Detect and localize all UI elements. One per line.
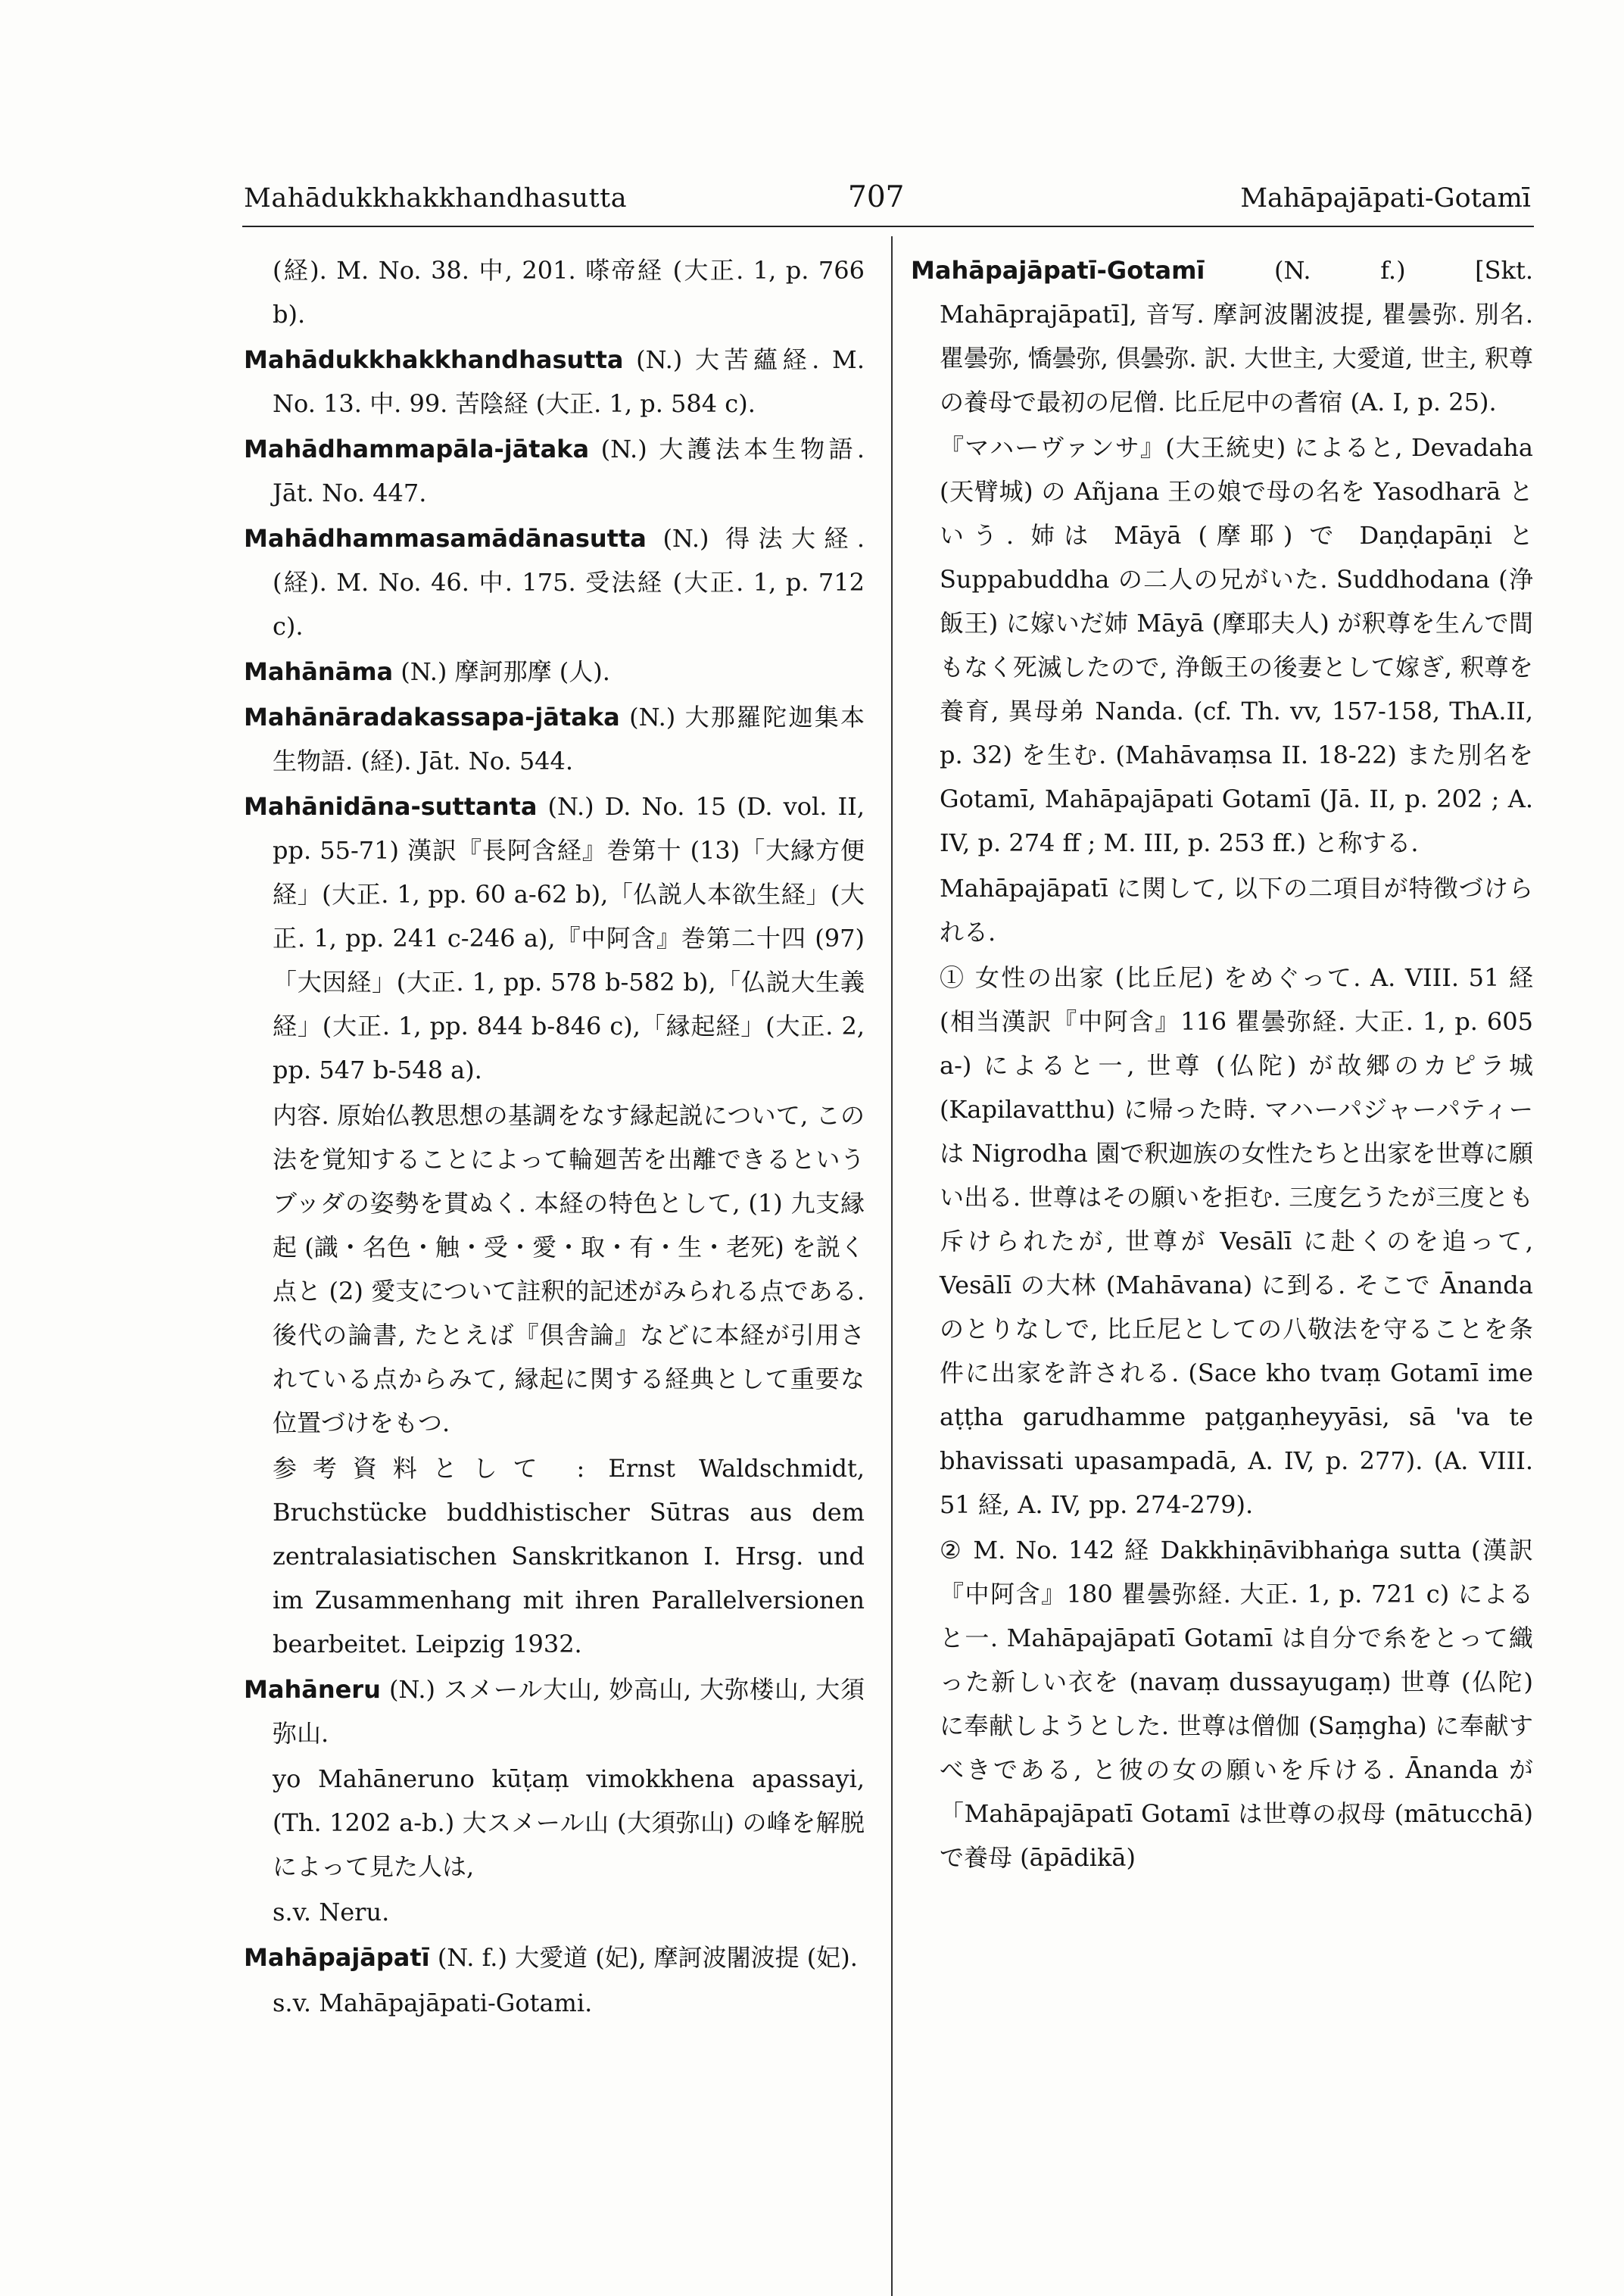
entry-paragraph: ② M. No. 142 経 Dakkhiṇāvibhaṅga sutta (漢訳『中阿含』180 瞿曇弥経. 大正. 1, p. 721 c) によると一. Mahāpajāpatī Gotamī は自分で糸をとって織った新しい衣を (navaṃ dussayugaṃ) 世尊 (仏陀) に奉献しようとした. 世尊は僧伽 (Saṃgha) に奉献すべきである, と彼の女の願いを斥ける. Ānanda が「Mahāpajāpatī Gotamī は世尊の叔母 (mātucchā) で養母 (āpādikā): [940, 1536, 1533, 1872]
left-column: [244, 248, 865, 2026]
entry-paragraph: 『マハーヴァンサ』(大王統史) によると, Devadaha (天臂城) の Añjana 王の娘で母の名を Yasodharā という. 姉は Māyā (摩耶) で Daṇḍapāṇi と Suppabuddha の二人の兄がいた. Suddhodana (浄飯王) に嫁いだ姉 Māyā (摩耶夫人) が釈尊を生んで間もなく死滅したので, 浄飯王の後妻として嫁ぎ, 釈尊を養育, 異母弟 Nanda. (cf. Th. vv, 157-158, ThA.II, p. 32) を生む. (Mahāvaṃsa II. 18-22) また別名を Gotamī, Mahāpajāpati Gotamī (Jā. II, p. 202 ; A. IV, p. 274 ff ; M. III, p. 253 ff.) と称する.: [940, 433, 1533, 857]
entry-paragraph: Mahāpajāpatī に関して, 以下の二項目が特徴づけられる.: [940, 874, 1533, 947]
entry-body: (N. f.) 大愛道 (妃), 摩訶波闍波提 (妃).: [429, 1943, 858, 1972]
dictionary-entry: [244, 1936, 865, 1979]
entry-body: (N. f.) [Skt. Mahāprajāpatī], 音写. 摩訶波闍波提, 瞿曇弥. 別名. 瞿曇弥, 憍曇弥, 倶曇弥. 訳. 大世主, 大愛道, 世主, 釈尊の養母で最初の尼僧. 比丘尼中の耆宿 (A. I, p. 25).: [940, 256, 1533, 416]
running-header: [244, 180, 1531, 226]
header-rule: [242, 226, 1534, 227]
cross-reference: s.v. Neru.: [273, 1898, 390, 1926]
entry-body: (N.) 得法大経. (経). M. No. 46. 中. 175. 受法経 (大正. 1, p. 712 c).: [273, 524, 865, 641]
entry-headword: Mahānāradakassapa-jātaka: [244, 703, 620, 732]
entry-headword: Mahādukkhakkhandhasutta: [244, 345, 624, 374]
entry-headword: Mahādhammapāla-jātaka: [244, 435, 590, 463]
entry-paragraph: 内容. 原始仏教思想の基調をなす縁起説について, この法を覚知することによって輪廻苦を出離できるというブッダの姿勢を貫ぬく. 本経の特色として, (1) 九支縁起 (識・名色・触・受・愛・取・有・生・老死) を説く点と (2) 愛支について註釈的記述がみられる点である. 後代の論書, たとえば『倶舎論』などに本経が引用されている点からみて, 縁起に関する経典として重要な位置づけをもつ.: [273, 1101, 865, 1437]
header-left-guide-word: Mahādukkhakkhandhasutta: [244, 183, 628, 214]
entry-headword: Mahādhammasamādānasutta: [244, 524, 647, 553]
column-divider: [891, 236, 893, 2296]
entry-body: (N.) 大護法本生物語. Jāt. No. 447.: [273, 435, 865, 507]
dictionary-entry: [244, 427, 865, 515]
entry-continuation: (経). M. No. 38. 中, 201. 嗏帝経 (大正. 1, p. 766 b).: [273, 256, 865, 329]
entry-body: (N.) D. No. 15 (D. vol. II, pp. 55-71) 漢訳『長阿含経』巻第十 (13)「大縁方便経」(大正. 1, pp. 60 a-62 b),「仏説人本欲生経」(大正. 1, pp. 241 c-246 a),『中阿含』巻第二十四 (97)「大因経」(大正. 1, pp. 578 b-582 b),「仏説大生義経」(大正. 1, pp. 844 b-846 c),「縁起経」(大正. 2, pp. 547 b-548 a).: [273, 792, 865, 1084]
cross-reference: s.v. Mahāpajāpati-Gotami.: [273, 1989, 593, 2017]
entry-paragraph: yo Mahāneruno kūṭaṃ vimokkhena apassayi, (Th. 1202 a-b.) 大スメール山 (大須弥山) の峰を解脱によって見た人は,: [273, 1764, 865, 1881]
entry-headword: Mahāpajāpatī-Gotamī: [911, 256, 1205, 285]
entry-body: (N.) 大苦蘊経. M. No. 13. 中. 99. 苦陰経 (大正. 1, p. 584 c).: [273, 345, 865, 418]
right-column: [911, 248, 1533, 1881]
entry-headword: Mahāneru: [244, 1675, 381, 1704]
dictionary-entry: [244, 1667, 865, 1755]
dictionary-entry: [244, 785, 865, 1092]
entry-headword: Mahāpajāpatī: [244, 1943, 430, 1972]
entry-body: (N.) スメール大山, 妙高山, 大弥楼山, 大須弥山.: [273, 1675, 865, 1748]
dictionary-entry: [911, 248, 1533, 424]
entry-paragraph: ① 女性の出家 (比丘尼) をめぐって. A. VIII. 51 経 (相当漢訳『中阿含』116 瞿曇弥経. 大正. 1, p. 605 a-) によると一, 世尊 (仏陀) が故郷のカピラ城 (Kapilavatthu) に帰った時. マハーパジャーパティーは Nigrodha 園で釈迦族の女性たちと出家を世尊に願い出る. 世尊はその願いを拒む. 三度乞うたが三度とも斥けられたが, 世尊が Vesālī に赴くのを追って, Vesālī の大林 (Mahāvana) に到る. そこで Ānanda のとりなしで, 比丘尼としての八敬法を守ることを条件に出家を許される. (Sace kho tvaṃ Gotamī ime aṭṭha garudhamme paṭgaṇheyyāsi, sā 'va te bhavissati upasampadā, A. IV, p. 277). (A. VIII. 51 経, A. IV, pp. 274-279).: [940, 963, 1533, 1519]
dictionary-entry: [244, 650, 865, 694]
entry-headword: Mahānāma: [244, 657, 394, 686]
entry-headword: Mahānidāna-suttanta: [244, 792, 538, 821]
dictionary-entry: [244, 338, 865, 426]
entry-paragraph: 参考資料として : Ernst Waldschmidt, Bruchstücke buddhistischer Sūtras aus dem zentralasiatischen Sanskritkanon I. Hrsg. und im Zusammenhang mit ihren Parallelversionen bearbeitet. Leipzig 1932.: [273, 1454, 865, 1658]
dictionary-entry: [244, 516, 865, 648]
page-number: 707: [848, 180, 905, 214]
dictionary-entry: [244, 695, 865, 783]
header-right-guide-word: Mahāpajāpati-Gotamī: [1240, 183, 1531, 214]
entry-body: (N.) 大那羅陀迦集本生物語. (経). Jāt. No. 544.: [273, 703, 865, 775]
entry-body: (N.) 摩訶那摩 (人).: [393, 657, 610, 686]
